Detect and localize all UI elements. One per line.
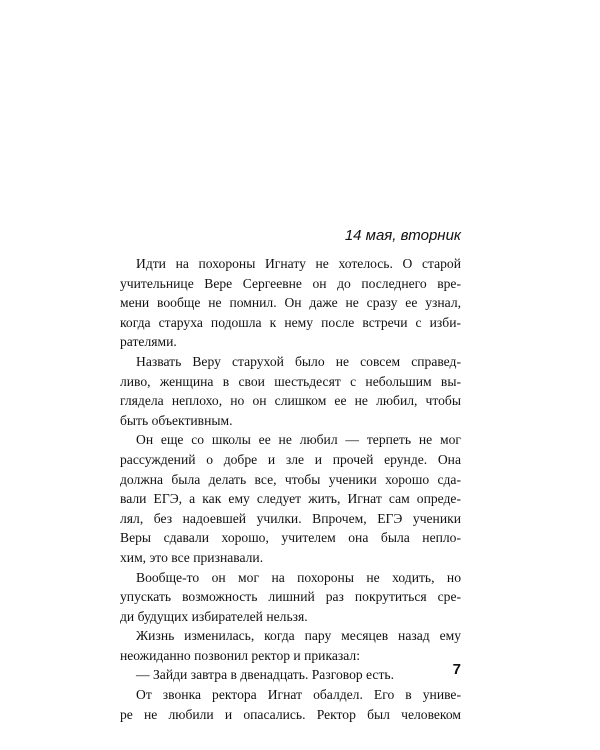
page-number: 7 bbox=[452, 661, 461, 678]
paragraph-line: учительнице Вере Сергеевне он до последнего вре- bbox=[120, 275, 461, 291]
paragraph-line: От звонка ректора Игнат обалдел. Его в униве- bbox=[136, 687, 461, 703]
paragraph-line: упускать возможность лишний раз покрутиться сре- bbox=[120, 589, 461, 605]
body-text bbox=[120, 254, 461, 724]
paragraph-line: неожиданно позвонил ректор и приказал: bbox=[120, 647, 360, 663]
paragraph-line: быть объективным. bbox=[120, 412, 233, 428]
paragraph-line: — Зайди завтра в двенадцать. Разговор есть. bbox=[136, 667, 395, 683]
paragraph-line: ре не любили и опасались. Ректор был человеком bbox=[120, 706, 461, 722]
paragraph-line: Он еще со школы ее не любил — терпеть не мог bbox=[136, 432, 461, 448]
paragraph-line: Назвать Веру старухой было не совсем справед- bbox=[136, 353, 461, 369]
paragraph-line: ливо, женщина в свои шестьдесят с небольшим вы- bbox=[120, 373, 461, 389]
paragraph-line: ди будущих избирателей нельзя. bbox=[120, 608, 308, 624]
paragraph-line: когда старуха подошла к нему после встречи с изби- bbox=[120, 314, 461, 330]
paragraph-line: Идти на похороны Игнату не хотелось. О старой bbox=[136, 256, 461, 271]
paragraph-line: хим, это все признавали. bbox=[120, 549, 264, 565]
paragraph-line: рателями. bbox=[120, 334, 177, 350]
paragraph-line: Жизнь изменилась, когда пару месяцев назад ему bbox=[136, 628, 461, 644]
paragraph-line: Вообще-то он мог на похороны не ходить, но bbox=[136, 569, 461, 585]
paragraph-line: Веры сдавали хорошо, учителем она была непло- bbox=[120, 530, 461, 546]
paragraph-line: рассуждений о добре и зле и прочей ерунде. Она bbox=[120, 451, 461, 467]
paragraph-line: мени вообще не помнил. Он даже не сразу ее узнал, bbox=[120, 295, 461, 311]
paragraph-line: глядела неплохо, но он слишком ее не любил, чтобы bbox=[120, 393, 461, 409]
paragraph-line: должна была делать все, чтобы ученики хорошо сда- bbox=[120, 471, 461, 487]
paragraph-line: лял, без надоевшей училки. Впрочем, ЕГЭ ученики bbox=[120, 510, 461, 526]
chapter-date-heading: 14 мая, вторник bbox=[344, 227, 461, 244]
paragraph-line: вали ЕГЭ, а как ему следует жить, Игнат сам опреде- bbox=[120, 491, 461, 507]
